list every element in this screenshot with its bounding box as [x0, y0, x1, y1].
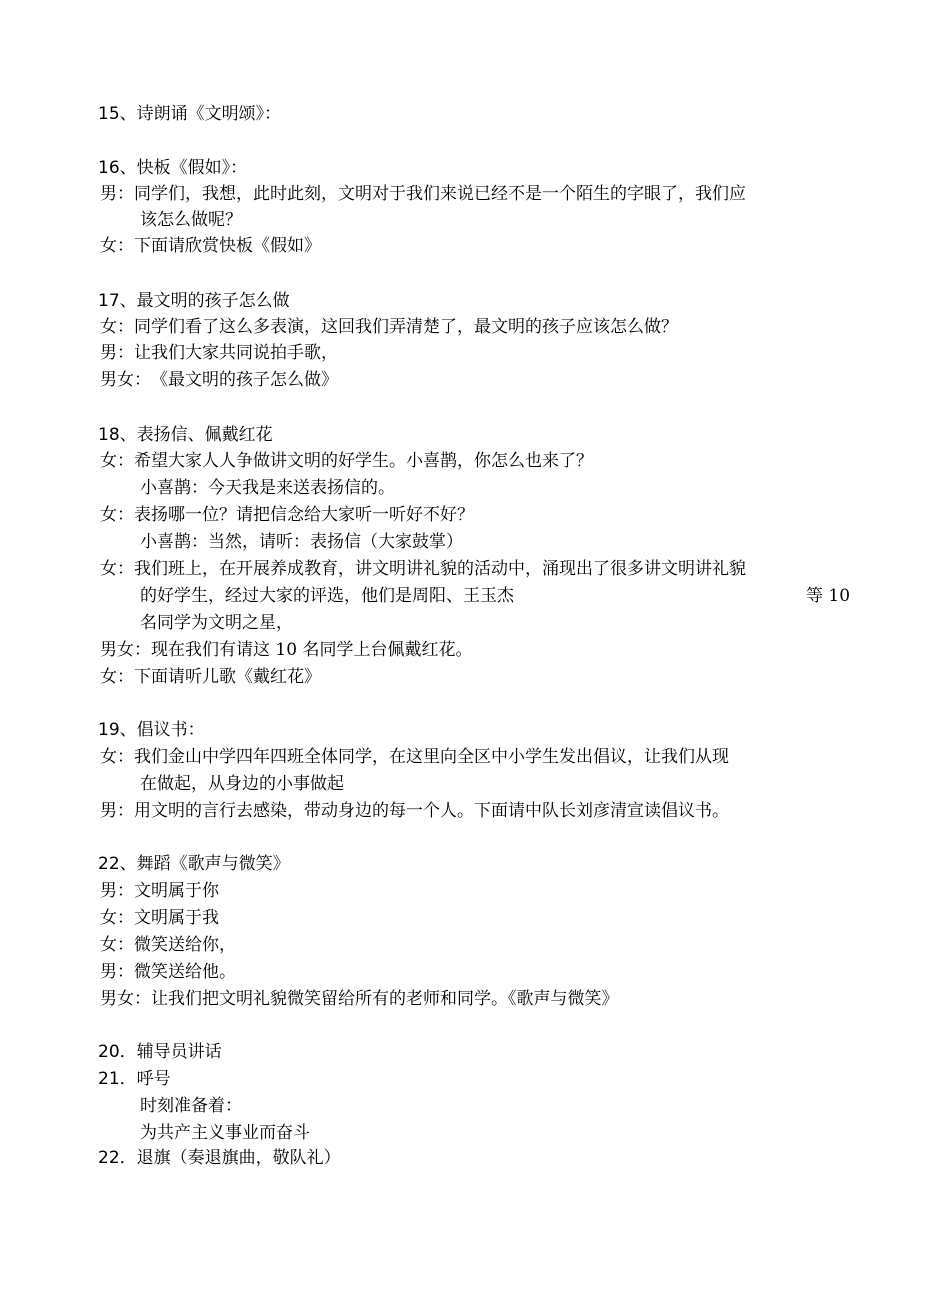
speaker-label: 女： — [100, 451, 134, 471]
dialogue-text: 让我们把文明礼貌微笑留给所有的老师和同学。《歌声与微笑》 — [151, 989, 619, 1009]
section-22-flag-heading: 22．退旗（奏退旗曲，敬队礼） — [98, 1148, 341, 1168]
dialogue-text: 我们金山中学四年四班全体同学，在这里向全区中小学生发出倡议，让我们从现 — [134, 747, 729, 767]
speaker-label: 女： — [100, 667, 134, 687]
speaker-label: 男： — [100, 962, 134, 982]
dialogue-line — [100, 637, 472, 663]
dialogue-line — [100, 744, 729, 770]
dialogue-continuation-right: 等 10 — [806, 586, 851, 606]
dialogue-line — [100, 448, 593, 474]
dialogue-text: 下面请欣赏快板《假如》 — [134, 236, 321, 256]
speaker-label: 男： — [100, 881, 134, 901]
speaker-label: 女： — [100, 935, 134, 955]
dialogue-continuation: 的好学生，经过大家的评选，他们是周阳、王玉杰 — [140, 586, 514, 606]
slogan-line: 时刻准备着： — [140, 1096, 242, 1116]
dialogue-text: 希望大家人人争做讲文明的好学生。小喜鹊，你怎么也来了？ — [134, 451, 593, 471]
dialogue-line — [100, 556, 746, 582]
slogan-line: 为共产主义事业而奋斗 — [140, 1123, 310, 1143]
dialogue-text: 让我们大家共同说拍手歌， — [134, 343, 338, 363]
dialogue-text: 我们班上，在开展养成教育，讲文明讲礼貌的活动中，涌现出了很多讲文明讲礼貌 — [134, 559, 746, 579]
speaker-label: 男女： — [100, 989, 151, 1009]
dialogue-line — [100, 932, 236, 958]
dialogue-line — [100, 959, 236, 985]
dialogue-text: 同学们，我想，此时此刻，文明对于我们来说已经不是一个陌生的字眼了，我们应 — [134, 184, 746, 204]
speaker-label: 女： — [100, 317, 134, 337]
section-21-heading: 21．呼号 — [98, 1069, 171, 1089]
speaker-label: 女： — [100, 505, 134, 525]
dialogue-text: 微笑送给他。 — [134, 962, 236, 982]
dialogue-line — [100, 314, 678, 340]
section-19-heading: 19、倡议书： — [98, 720, 205, 740]
speaker-label: 女： — [100, 908, 134, 928]
dialogue-text: 下面请听儿歌《戴红花》 — [134, 667, 321, 687]
speaker-label: 男： — [100, 801, 134, 821]
section-18-heading: 18、表扬信、佩戴红花 — [98, 425, 273, 445]
speaker-label: 女： — [100, 747, 134, 767]
section-16-heading: 16、快板《假如》： — [98, 158, 248, 178]
dialogue-text: 同学们看了这么多表演，这回我们弄清楚了，最文明的孩子应该怎么做？ — [134, 317, 678, 337]
speaker-label: 男： — [100, 343, 134, 363]
section-15-heading: 15、诗朗诵《文明颂》： — [98, 104, 282, 124]
speaker-label: 男女： — [100, 640, 151, 660]
dialogue-line — [100, 502, 474, 528]
dialogue-line — [100, 878, 219, 904]
dialogue-line — [100, 905, 219, 931]
dialogue-continuation: 在做起，从身边的小事做起 — [140, 774, 344, 794]
dialogue-line — [100, 664, 321, 690]
dialogue-continuation: 该怎么做呢？ — [140, 210, 242, 230]
dialogue-line — [100, 798, 729, 824]
dialogue-line-indented: 小喜鹊：今天我是来送表扬信的。 — [140, 478, 395, 498]
section-20-heading: 20．辅导员讲话 — [98, 1042, 222, 1062]
speaker-label: 女： — [100, 236, 134, 256]
dialogue-text: 文明属于你 — [134, 881, 219, 901]
speaker-label: 男女： — [100, 370, 151, 390]
dialogue-line — [100, 233, 321, 259]
dialogue-text: 《最文明的孩子怎么做》 — [151, 370, 338, 390]
dialogue-text: 文明属于我 — [134, 908, 219, 928]
speaker-label: 女： — [100, 559, 134, 579]
dialogue-line — [100, 986, 619, 1012]
dialogue-text: 用文明的言行去感染，带动身边的每一个人。下面请中队长刘彦清宣读倡议书。 — [134, 801, 729, 821]
dialogue-continuation: 名同学为文明之星， — [140, 613, 293, 633]
dialogue-line — [100, 367, 338, 393]
speaker-label: 男： — [100, 184, 134, 204]
section-22-dance-heading: 22、舞蹈《歌声与微笑》 — [98, 854, 290, 874]
dialogue-text: 微笑送给你， — [134, 935, 236, 955]
dialogue-line-indented: 小喜鹊：当然，请听：表扬信（大家鼓掌） — [140, 532, 463, 552]
dialogue-line — [100, 181, 746, 207]
dialogue-text: 现在我们有请这 10 名同学上台佩戴红花。 — [151, 640, 473, 660]
dialogue-line — [100, 340, 338, 366]
dialogue-text: 表扬哪一位？请把信念给大家听一听好不好？ — [134, 505, 474, 525]
section-17-heading: 17、最文明的孩子怎么做 — [98, 291, 290, 311]
